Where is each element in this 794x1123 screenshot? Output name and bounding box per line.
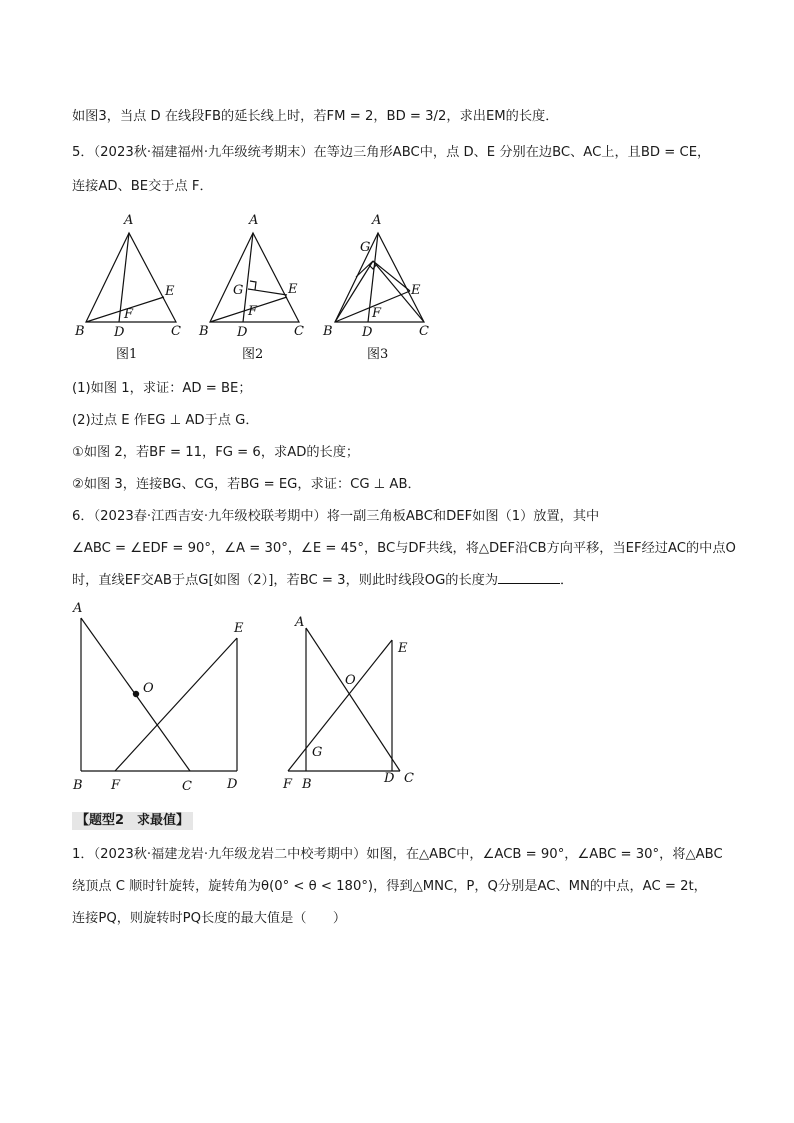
problem1-conditions: 绕顶点 C 顺时针旋转，旋转角为θ(0° < θ < 180°)，得到△MNC，P，Q分别是AC、MN的中点，AC = 2t， [72, 879, 707, 894]
label-F: F [248, 304, 258, 319]
label-A: A [124, 213, 134, 228]
label-O: O [345, 673, 356, 688]
section-tag: 【题型2 求最值】 [72, 812, 193, 830]
label-E: E [234, 621, 244, 636]
label-F: F [372, 306, 382, 321]
label-C: C [419, 324, 429, 339]
label-A: A [73, 601, 83, 616]
label-A: A [249, 213, 259, 228]
label-E: E [288, 282, 298, 297]
label-G: G [312, 745, 323, 760]
label-E: E [411, 283, 421, 298]
label-A: A [372, 213, 382, 228]
answer-blank [498, 570, 560, 584]
label-C: C [294, 324, 304, 339]
label-F: F [124, 307, 134, 322]
label-O: O [143, 681, 154, 696]
label-D: D [362, 325, 373, 340]
label-B: B [199, 324, 209, 339]
problem5-statement: 5．（2023秋·福建福州·九年级统考期末）在等边三角形ABC中，点 D、E 分别在边BC、AC上，且BD = CE， [72, 145, 711, 160]
label-B: B [75, 324, 85, 339]
problem5-part2-1: ①如图 2，若BF = 11，FG = 6，求AD的长度； [72, 445, 360, 460]
label-D: D [114, 325, 125, 340]
problem1-statement: 1．（2023秋·福建龙岩·九年级龙岩二中校考期中）如图，在△ABC中，∠ACB = 90°，∠ABC = 30°，将△ABC [72, 847, 723, 862]
figure-3 [320, 205, 440, 365]
figure-6-1 [68, 596, 258, 796]
problem1-question: 连接PQ，则旋转时PQ长度的最大值是（ ） [72, 911, 347, 926]
label-G: G [233, 283, 244, 298]
caption: 图1 [116, 347, 138, 362]
caption: 图3 [367, 347, 389, 362]
label-B: B [302, 777, 312, 792]
problem6-statement: 6．（2023春·江西吉安·九年级校联考期中）将一副三角板ABC和DEF如图（1）放置，其中 [72, 509, 600, 524]
question-text: 时，直线EF交AB于点G[如图（2）]，若BC = 3，则此时线段OG的长度为 [72, 573, 499, 588]
question-end: ． [560, 573, 574, 588]
label-D: D [237, 325, 248, 340]
problem6-question [72, 570, 573, 590]
label-G: G [360, 240, 371, 255]
label-B: B [323, 324, 333, 339]
problem6-conditions: ∠ABC = ∠EDF = 90°，∠A = 30°，∠E = 45°，BC与DF共线，将△DEF沿CB方向平移，当EF经过AC的中点O [72, 541, 736, 556]
figure-6-2 [278, 610, 428, 796]
label-C: C [182, 779, 192, 794]
label-A: A [295, 615, 305, 630]
figure-2 [195, 205, 315, 365]
figure-1 [72, 205, 192, 365]
label-E: E [398, 641, 408, 656]
label-C: C [404, 771, 414, 786]
problem5-part2-2: ②如图 3，连接BG、CG，若BG = EG，求证：CG ⊥ AB． [72, 477, 421, 492]
problem5-statement-cont: 连接AD、BE交于点 F． [72, 179, 213, 194]
label-D: D [384, 771, 395, 786]
label-E: E [165, 284, 175, 299]
label-F: F [283, 777, 293, 792]
label-F: F [111, 778, 121, 793]
label-D: D [227, 777, 238, 792]
problem5-part2: (2)过点 E 作EG ⊥ AD于点 G． [72, 413, 259, 428]
label-B: B [73, 778, 83, 793]
caption: 图2 [242, 347, 264, 362]
problem5-part1: (1)如图 1，求证：AD = BE； [72, 381, 252, 396]
label-C: C [171, 324, 181, 339]
problem4-part3-text: 如图3，当点 D 在线段FB的延长线上时，若FM = 2，BD = 3/2，求出EM的长度． [72, 109, 559, 124]
